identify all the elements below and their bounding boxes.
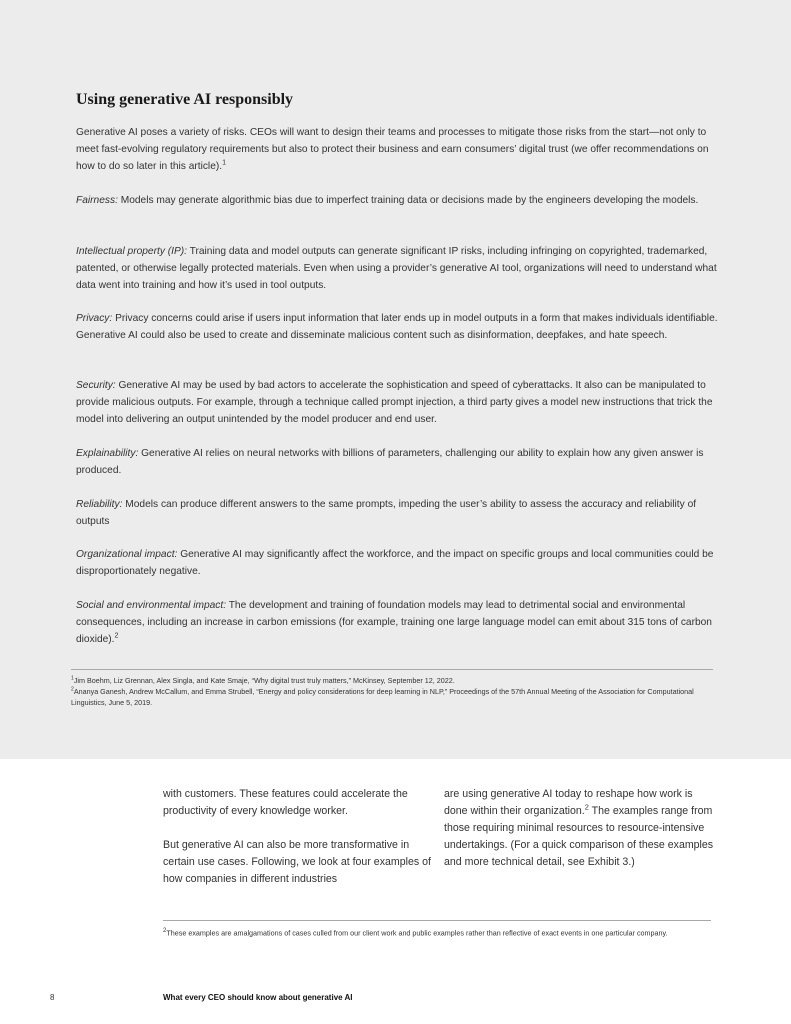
footnote-ref: 2 <box>114 631 119 640</box>
footnote-ref: 2 <box>584 802 589 812</box>
risk-fairness: Fairness: Models may generate algorithmic bias due to imperfect training data or decisions made by the engineers developing the models. <box>76 195 699 206</box>
sidebar-footnote-2: $^2$Ananya Ganesh, Andrew McCallum, and Emma Strubell, “Energy and policy considerations for deep learning in NLP,” Proceedings of the 57th Annual Meeting of the Association for Computational Linguistics, June 5, 2019. <box>71 686 694 707</box>
footnote-divider <box>71 669 713 670</box>
body-left-paragraph-1: with customers. These features could accelerate the productivity of every knowledge worker. <box>163 788 408 817</box>
risk-term: Intellectual property (IP): <box>76 246 187 257</box>
risk-term: Explainability: <box>76 448 139 459</box>
risk-security: Security: Generative AI may be used by bad actors to accelerate the sophistication and speed of cyberattacks. It also can be manipulated to provide malicious outputs. For example, through a technique called prompt injection, a third party gives a model new instructions that trick the model into delivering an output unintended by the model producer and end user. <box>76 380 713 425</box>
risk-term: Social and environmental impact: <box>76 600 227 611</box>
risk-privacy: Privacy: Privacy concerns could arise if users input information that later ends up in model outputs in a form that makes individuals identifiable. Generative AI could also be used to create and disseminate malicious content such as disinformation, deepfakes, and hate speech. <box>76 313 718 341</box>
sidebar-intro: Generative AI poses a variety of risks. CEOs will want to design their teams and processes to mitigate those risks from the start—not only to meet fast-evolving regulatory requirements but also to protect their business and earn consumers’ digital trust (we offer recommendations on how to do so later in this article).$^1$ <box>76 127 709 172</box>
page-number: 8 <box>50 993 55 1002</box>
risk-term: Reliability: <box>76 499 123 510</box>
footnote-ref: 1 <box>222 158 227 167</box>
body-footnote-divider <box>163 920 711 921</box>
risk-term: Security: <box>76 380 116 391</box>
risk-term: Privacy: <box>76 313 113 324</box>
body-right-paragraph: are using generative AI today to reshape how work is done within their organization.$^2$ The examples range from those requiring minimal resources to resource-intensive undertakings. (For a quick comparison of these examples and more technical detail, see Exhibit 3.) <box>444 788 714 868</box>
risk-explainability: Explainability: Generative AI relies on neural networks with billions of parameters, challenging our ability to explain how any given answer is produced. <box>76 448 704 476</box>
risk-term: Organizational impact: <box>76 549 178 560</box>
running-title: What every CEO should know about generative AI <box>163 993 353 1002</box>
body-left-paragraph-2: But generative AI can also be more transformative in certain use cases. Following, we look at four examples of how companies in different industries <box>163 839 431 885</box>
risk-term: Fairness: <box>76 195 118 206</box>
risk-reliability: Reliability: Models can produce different answers to the same prompts, impeding the user’s ability to assess the accuracy and reliability of outputs <box>76 499 697 527</box>
sidebar-footnote-1: $^1$Jim Boehm, Liz Grennan, Alex Singla, and Kate Smaje, “Why digital trust truly matters,” McKinsey, September 12, 2022. <box>71 675 455 685</box>
risk-organizational: Organizational impact: Generative AI may significantly affect the workforce, and the impact on specific groups and local communities could be disproportionately negative. <box>76 549 714 577</box>
risk-social-environmental: Social and environmental impact: The development and training of foundation models may lead to detrimental social and environmental consequences, including an increase in carbon emissions (for example, training one large language model can emit about 315 tons of carbon dioxide).$^2$ <box>76 600 712 645</box>
sidebar-title: Using generative AI responsibly <box>76 91 294 108</box>
body-footnote: $^2$These examples are amalgamations of cases culled from our client work and public examples rather than reflective of exact events in one particular company. <box>163 928 668 938</box>
risk-ip: Intellectual property (IP): Training data and model outputs can generate significant IP risks, including infringing on copyrighted, trademarked, patented, or otherwise legally protected materials. Even when using a provider’s generative AI tool, organizations will need to understand what data went into training and how it’s used in tool outputs. <box>76 246 717 291</box>
